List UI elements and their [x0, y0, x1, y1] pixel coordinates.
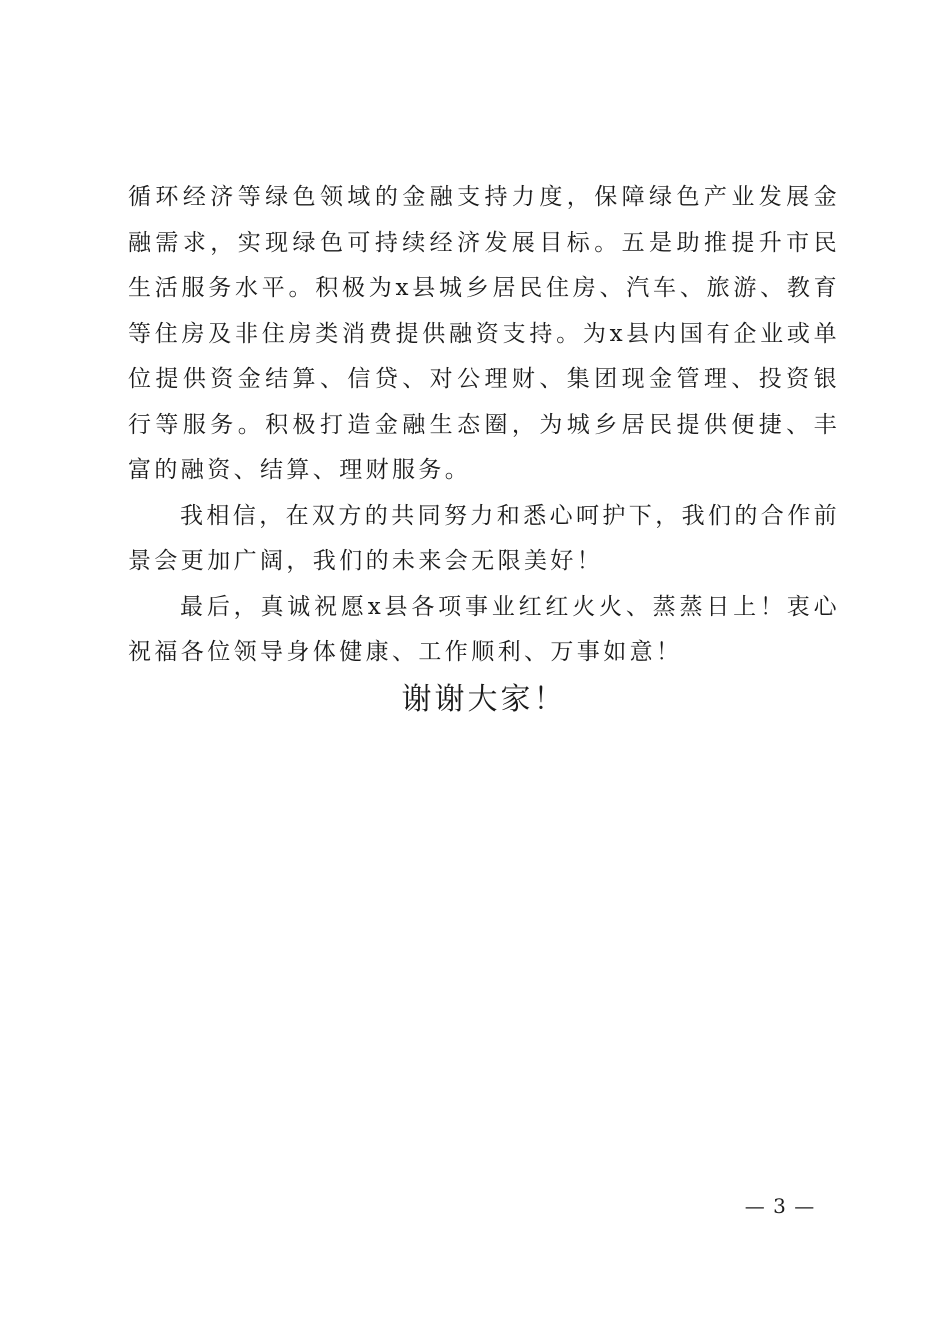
- paragraph-continuation: 循环经济等绿色领域的金融支持力度，保障绿色产业发展金融需求，实现绿色可持续经济发展目标。五是助推提升市民生活服务水平。积极为x县城乡居民住房、汽车、旅游、教育等住房及非住房类消费提供融资支持。为x县内国有企业或单位提供资金结算、信贷、对公理财、集团现金管理、投资银行等服务。积极打造金融生态圈，为城乡居民提供便捷、丰富的融资、结算、理财服务。: [128, 184, 840, 483]
- page-number: — 3 —: [744, 1194, 816, 1218]
- document-body: [128, 175, 840, 722]
- paragraph-wishes: 最后，真诚祝愿x县各项事业红红火火、蒸蒸日上！衷心祝福各位领导身体健康、工作顺利、万事如意！: [128, 593, 840, 665]
- closing-thanks: 谢谢大家！: [401, 681, 567, 717]
- paragraph-confidence: 我相信，在双方的共同努力和悉心呵护下，我们的合作前景会更加广阔，我们的未来会无限美好！: [128, 502, 840, 574]
